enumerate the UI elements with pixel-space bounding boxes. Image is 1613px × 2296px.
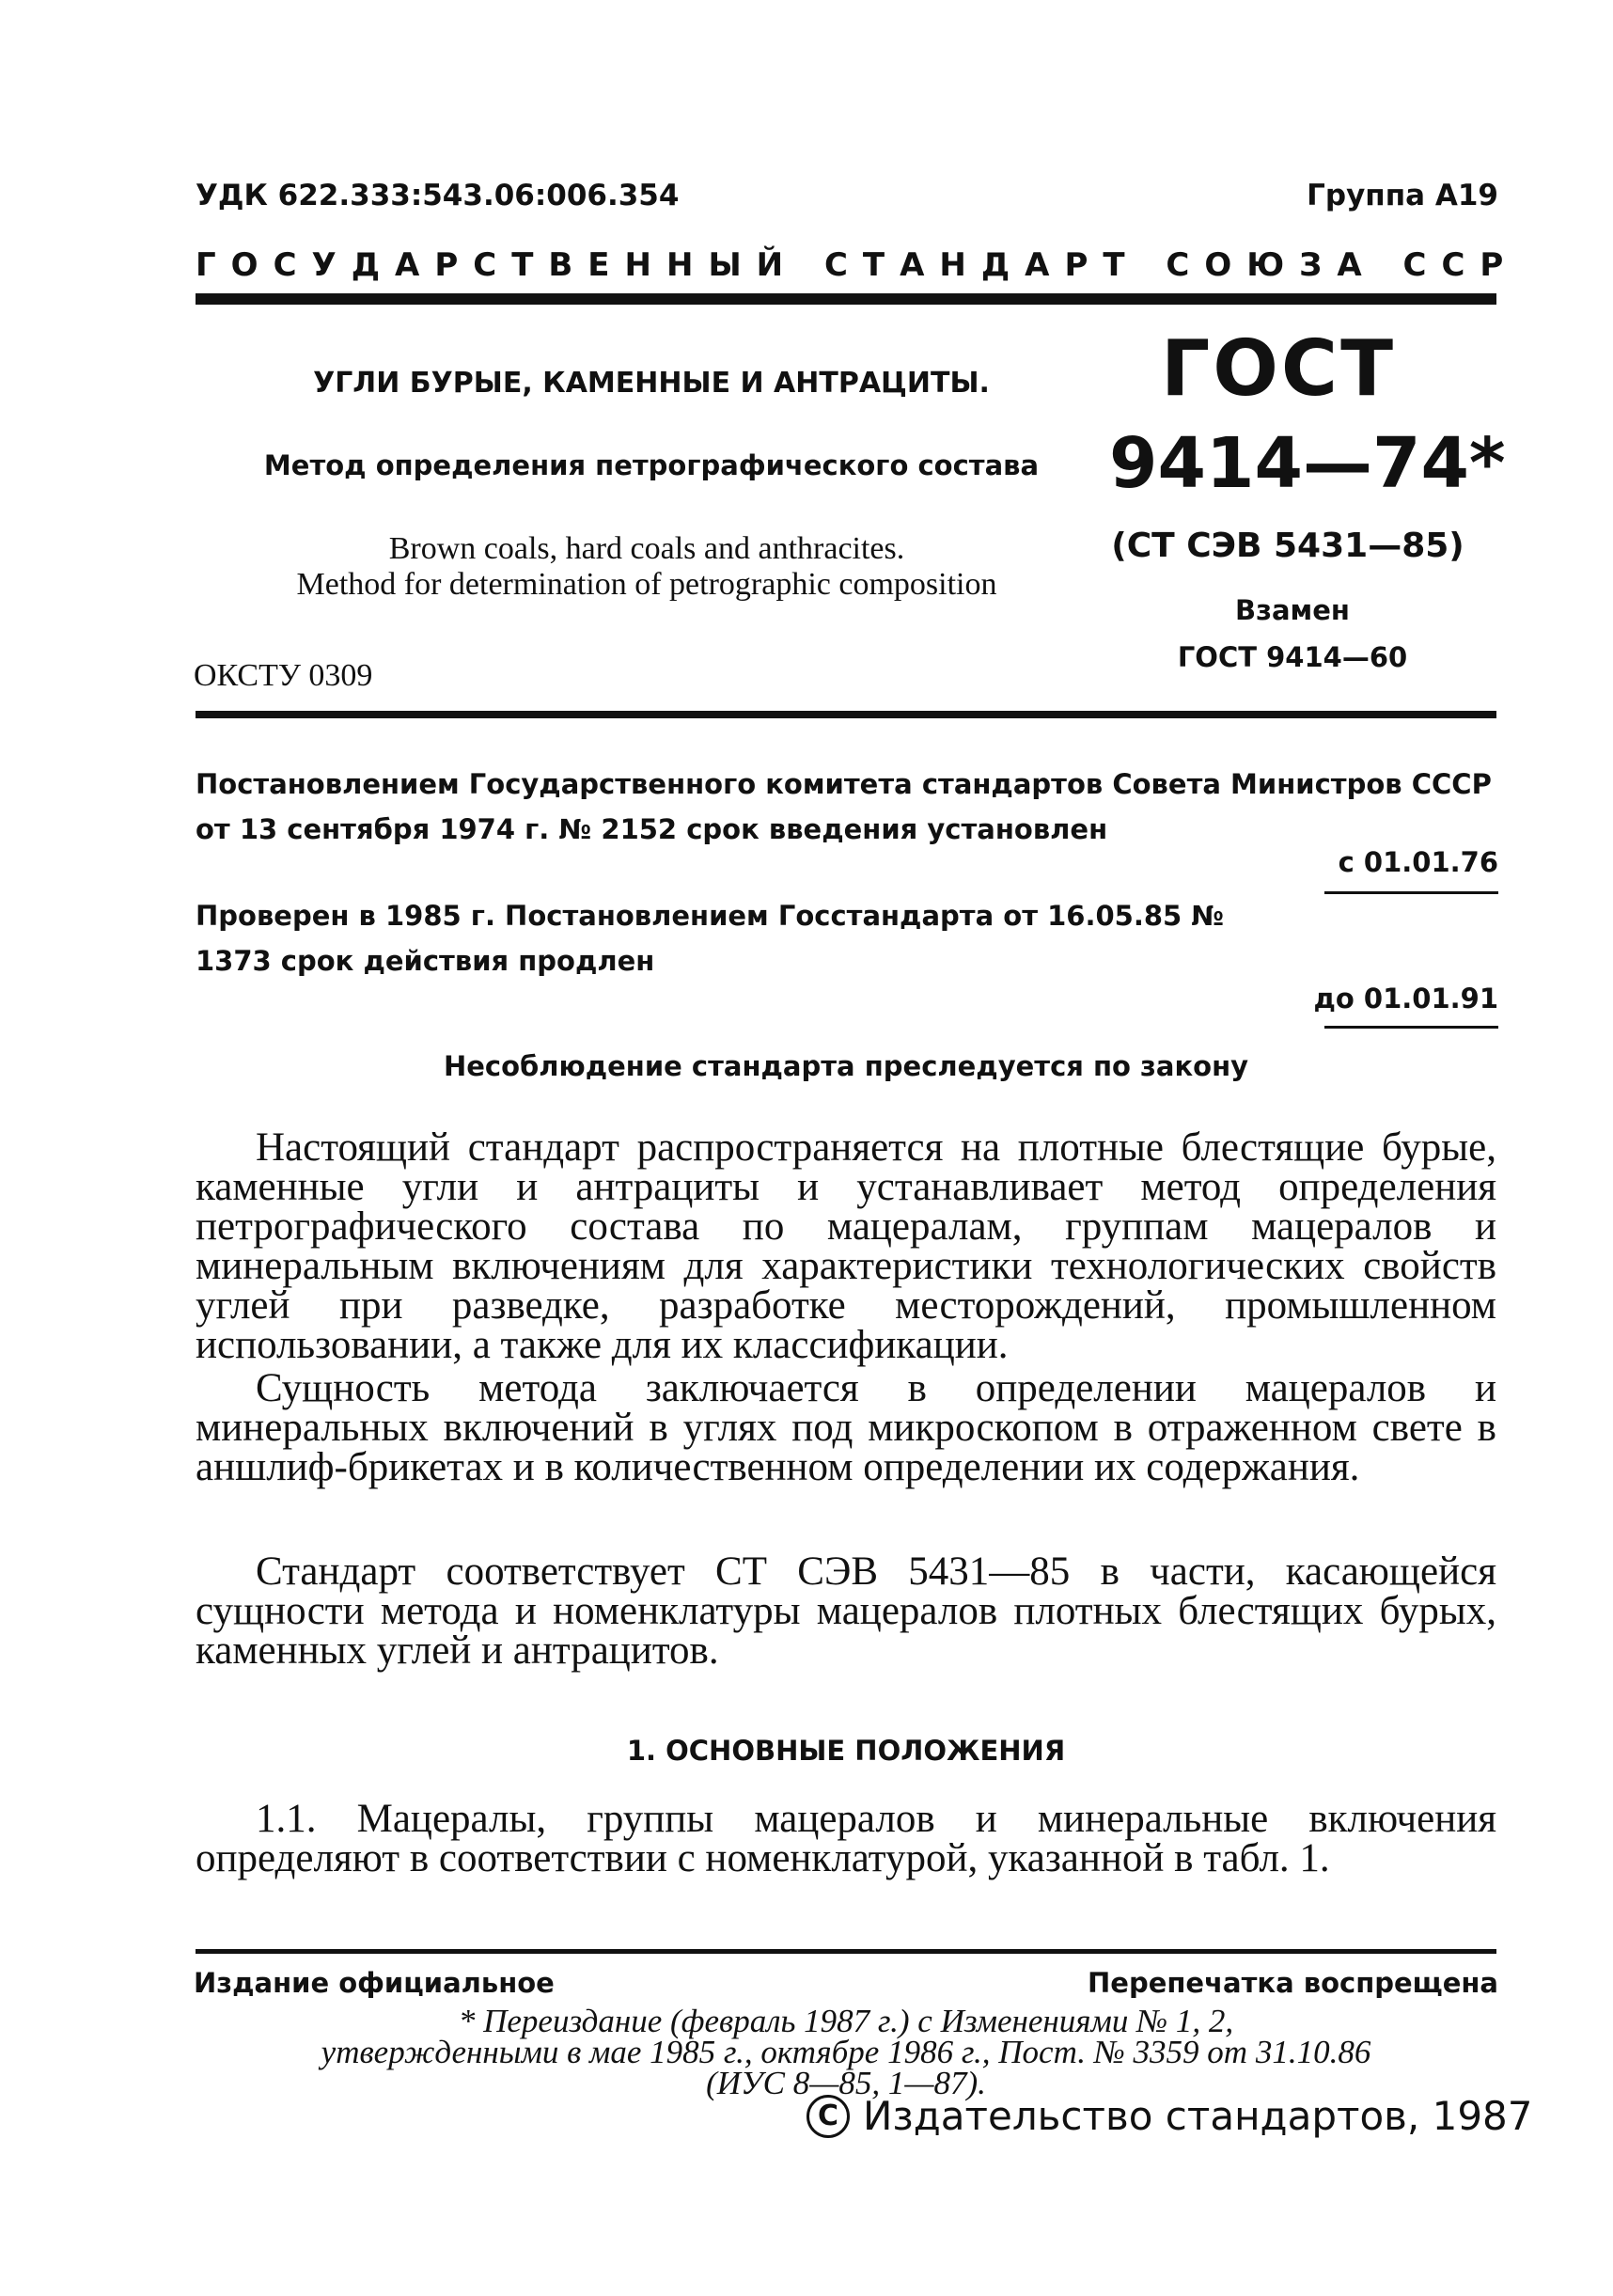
effective-date-rule: [1324, 891, 1498, 894]
udk-code: УДК 622.333:543.06:006.354: [196, 179, 680, 212]
english-title: [214, 531, 1079, 603]
body-paragraph-1: Настоящий стандарт распространяется на плотные блестящие бурые, каменные угли и антрациты и устанавливает метод определения петрографического состава по мацералам, группам мацералов и минеральным включениям для характеристики технологических свойств углей при разведке, разработке месторождений, промышленном использовании, а также для их классификации.: [196, 1125, 1496, 1367]
official-edition-label: Издание официальное: [194, 1967, 555, 1999]
title-divider: [196, 711, 1496, 718]
footnote-line-1: * Переиздание (февраль 1987 г.) с Изменениями № 1, 2,: [458, 2003, 1234, 2039]
review-text: Проверен в 1985 г. Постановлением Госстандарта от 16.05.85 № 1373 срок действия продлен: [196, 900, 1225, 977]
english-title-line-2: Method for determination of petrographic composition: [296, 567, 997, 602]
document-subtitle: Метод определения петрографического состава: [263, 449, 1040, 481]
body-paragraph-3: Стандарт соответствует СТ СЭВ 5431—85 в части, касающейся сущности метода и номенклатуры мацералов плотных блестящих бурых, каменных углей и антрацитов.: [196, 1549, 1496, 1673]
group-code: Группа А19: [1307, 179, 1498, 212]
footnote-line-2: утвержденными в мае 1985 г., октябре 1986 г., Пост. № 3359 от 31.10.86: [321, 2034, 1371, 2070]
publisher-line: [806, 2093, 1532, 2139]
publisher-name: Издательство стандартов, 1987: [863, 2093, 1533, 2139]
effective-date: с 01.01.76: [1338, 846, 1498, 878]
legal-warning: Несоблюдение стандарта преследуется по закону: [443, 1050, 1249, 1082]
header-divider: [196, 293, 1496, 305]
footer-divider: [196, 1949, 1496, 1954]
replaced-gost: ГОСТ 9414—60: [1177, 641, 1408, 673]
section-paragraph-1-1: 1.1. Мацералы, группы мацералов и минеральные включения определяют в соответствии с номенклатурой, указанной в табл. 1.: [196, 1797, 1496, 1880]
gost-number: 9414—74*: [1109, 423, 1506, 504]
state-standard-title: ГОСУДАРСТВЕННЫЙ СТАНДАРТ СОЮЗА ССР: [196, 246, 1519, 284]
extended-date: до 01.01.91: [1313, 983, 1498, 1014]
footnote-line-3: (ИУС 8—85, 1—87).: [706, 2065, 986, 2101]
english-title-line-1: Brown coals, hard coals and anthracites.: [388, 531, 905, 566]
gost-label: ГОСТ: [1160, 324, 1397, 414]
body-paragraph-2: Сущность метода заключается в определении мацералов и минеральных включений в углях под микроскопом в отраженном свете в аншлиф-брикетах и в количественном определении их содержания.: [196, 1366, 1496, 1489]
extended-date-rule: [1324, 1026, 1498, 1029]
copyright-icon: C: [806, 2095, 850, 2138]
replaces-label: Взамен: [1235, 594, 1350, 626]
section-heading: 1. ОСНОВНЫЕ ПОЛОЖЕНИЯ: [626, 1735, 1066, 1767]
decree-text: Постановлением Государственного комитета стандартов Совета Министров СССР от 13 сентября 1974 г. № 2152 срок введения установлен: [196, 768, 1492, 845]
okstu-code: ОКСТУ 0309: [194, 658, 373, 693]
document-title: УГЛИ БУРЫЕ, КАМЕННЫЕ И АНТРАЦИТЫ.: [313, 367, 990, 400]
reprint-prohibited-label: Перепечатка воспрещена: [1088, 1967, 1498, 1999]
st-sev-reference: (СТ СЭВ 5431—85): [1111, 527, 1464, 565]
